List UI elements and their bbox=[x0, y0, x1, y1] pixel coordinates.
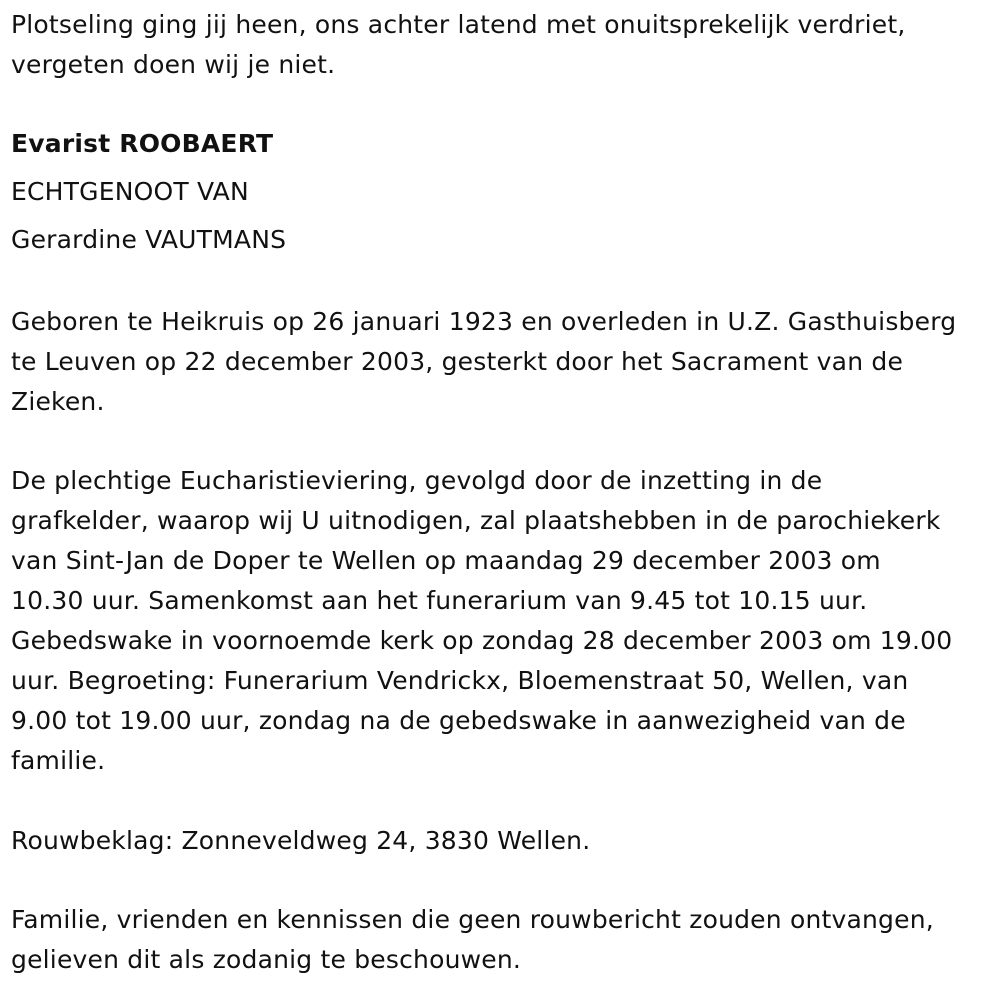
ceremony-line-1: De plechtige Eucharistieviering, gevolgd door de inzetting in de bbox=[11, 466, 823, 495]
birth-death-line-1: Geboren te Heikruis op 26 januari 1923 en overleden in U.Z. Gasthuisberg bbox=[11, 307, 957, 336]
ceremony-line-8: familie. bbox=[11, 746, 106, 775]
birth-death-line-2: te Leuven op 22 december 2003, gesterkt door het Sacrament van de bbox=[11, 347, 904, 376]
ceremony-line-5: Gebedswake in voornoemde kerk op zondag 28 december 2003 om 19.00 bbox=[11, 626, 953, 655]
ceremony-line-6: uur. Begroeting: Funerarium Vendrickx, Bloemenstraat 50, Wellen, van bbox=[11, 666, 909, 695]
ceremony-line-7: 9.00 tot 19.00 uur, zondag na de gebedswake in aanwezigheid van de bbox=[11, 706, 906, 735]
intro-line-1: Plotseling ging jij heen, ons achter latend met onuitsprekelijk verdriet, bbox=[11, 10, 906, 39]
ceremony-line-3: van Sint-Jan de Doper te Wellen op maandag 29 december 2003 om bbox=[11, 546, 881, 575]
spouse-name: Gerardine VAUTMANS bbox=[11, 225, 287, 254]
intro-line-2: vergeten doen wij je niet. bbox=[11, 50, 336, 79]
deceased-name: Evarist ROOBAERT bbox=[11, 129, 274, 158]
relation-label: ECHTGENOOT VAN bbox=[11, 177, 249, 206]
closing-line-2: gelieven dit als zodanig te beschouwen. bbox=[11, 945, 522, 974]
birth-death-line-3: Zieken. bbox=[11, 387, 105, 416]
closing-line-1: Familie, vrienden en kennissen die geen rouwbericht zouden ontvangen, bbox=[11, 905, 934, 934]
ceremony-line-2: grafkelder, waarop wij U uitnodigen, zal plaatshebben in de parochiekerk bbox=[11, 506, 941, 535]
ceremony-line-4: 10.30 uur. Samenkomst aan het funerarium van 9.45 tot 10.15 uur. bbox=[11, 586, 868, 615]
condolence-address: Rouwbeklag: Zonneveldweg 24, 3830 Wellen. bbox=[11, 826, 591, 855]
